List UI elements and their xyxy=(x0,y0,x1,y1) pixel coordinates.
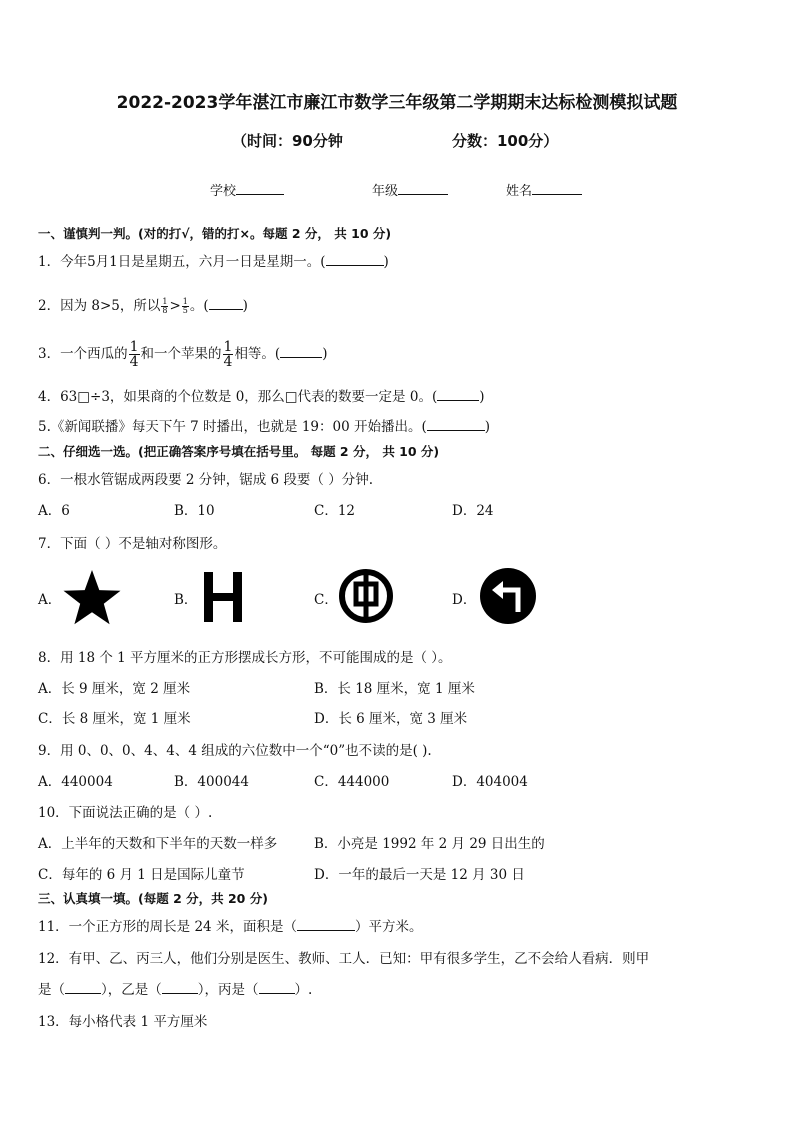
question-9-option-d[interactable]: D．404004 xyxy=(452,774,528,790)
question-10-option-d[interactable]: D．一年的最后一天是 12 月 30 日 xyxy=(314,867,525,883)
question-3-close: ) xyxy=(322,346,328,362)
question-9-option-c[interactable]: C．444000 xyxy=(314,774,390,790)
question-7-option-c[interactable]: C． xyxy=(314,592,338,608)
letter-h-icon xyxy=(200,570,246,624)
star-icon xyxy=(60,568,124,628)
question-3-answer[interactable] xyxy=(280,345,322,358)
question-12-line-2 xyxy=(38,978,312,998)
question-3-pre: 3．一个西瓜的 xyxy=(38,346,128,362)
question-10-option-a[interactable]: A．上半年的天数和下半年的天数一样多 xyxy=(38,836,278,852)
section-2-heading: 二、仔细选一选。(把正确答案序号填在括号里。 每题 2 分， 共 10 分) xyxy=(38,444,440,459)
school-field xyxy=(210,180,284,199)
question-8: 8．用 18 个 1 平方厘米的正方形摆成长方形，不可能围成的是（ ）。 xyxy=(38,650,452,666)
fraction-one-fifth: $\frac{1}{5}$ xyxy=(182,297,188,315)
question-12-text-b: ），乙是（ xyxy=(101,982,162,998)
question-2-post: 。( xyxy=(189,298,209,314)
question-6: 6．一根水管锯成两段要 2 分钟，锯成 6 段要（ ）分钟. xyxy=(38,472,374,488)
question-1 xyxy=(38,250,389,270)
question-12-text-a: 是（ xyxy=(38,982,65,998)
name-blank[interactable] xyxy=(532,182,582,195)
question-8-option-c[interactable]: C．长 8 厘米，宽 1 厘米 xyxy=(38,711,191,727)
question-7-option-d[interactable]: D． xyxy=(452,592,477,608)
question-8-option-a[interactable]: A．长 9 厘米，宽 2 厘米 xyxy=(38,681,191,697)
section-1-heading: 一、谨慎判一判。(对的打√，错的打×。每题 2 分， 共 10 分) xyxy=(38,226,392,241)
question-4-close: ) xyxy=(479,389,485,405)
fraction-one-eighth: $\frac{1}{8}$ xyxy=(162,297,168,315)
question-6-option-b[interactable]: B．10 xyxy=(174,503,215,519)
question-5 xyxy=(38,415,490,435)
question-11-pre: 11．一个正方形的周长是 24 米，面积是（ xyxy=(38,919,297,935)
question-7-option-b[interactable]: B． xyxy=(174,592,198,608)
grade-blank[interactable] xyxy=(398,182,448,195)
grade-label: 年级 xyxy=(372,184,399,199)
question-4-answer[interactable] xyxy=(437,388,479,401)
question-3 xyxy=(38,340,328,369)
bank-logo-icon xyxy=(338,568,394,624)
question-1-answer[interactable] xyxy=(326,253,384,266)
question-3-post: 相等。( xyxy=(234,346,281,362)
question-10: 10．下面说法正确的是（ ）. xyxy=(38,805,213,821)
name-field xyxy=(506,180,582,199)
total-score: 分数：100分） xyxy=(452,132,559,150)
question-8-option-b[interactable]: B．长 18 厘米，宽 1 厘米 xyxy=(314,681,475,697)
question-2 xyxy=(38,294,248,315)
question-5-answer[interactable] xyxy=(427,418,485,431)
question-12-text-c: ），丙是（ xyxy=(197,982,259,998)
question-10-option-c[interactable]: C．每年的 6 月 1 日是国际儿童节 xyxy=(38,867,245,883)
question-4 xyxy=(38,385,485,405)
school-blank[interactable] xyxy=(236,182,284,195)
question-4-text: 4．63□÷3，如果商的个位数是 0，那么□代表的数要一定是 0。( xyxy=(38,389,438,405)
fraction-one-quarter-b: $\frac{1}{4}$ xyxy=(223,339,233,370)
question-5-text: 5.《新闻联播》每天下午 7 时播出，也就是 19：00 开始播出。( xyxy=(38,419,427,435)
question-13: 13．每小格代表 1 平方厘米 xyxy=(38,1014,208,1030)
question-10-option-b[interactable]: B．小亮是 1992 年 2 月 29 日出生的 xyxy=(314,836,545,852)
question-9-option-b[interactable]: B．400044 xyxy=(174,774,249,790)
question-6-option-a[interactable]: A．6 xyxy=(38,503,70,519)
page-title: 2022-2023学年湛江市廉江市数学三年级第二学期期末达标检测模拟试题 xyxy=(116,93,678,113)
question-9-option-a[interactable]: A．440004 xyxy=(38,774,113,790)
question-12-answer-yi[interactable] xyxy=(162,981,198,994)
grade-field xyxy=(372,180,448,199)
question-2-compare: > xyxy=(169,298,181,314)
question-1-text: 1．今年5月1日是星期五，六月一日是星期一。( xyxy=(38,254,326,270)
left-turn-sign-icon xyxy=(478,566,538,626)
question-2-answer[interactable] xyxy=(209,297,243,310)
question-11-answer[interactable] xyxy=(297,918,355,931)
question-2-pre: 2．因为 8>5，所以 xyxy=(38,298,161,314)
question-11-post: ）平方米。 xyxy=(354,919,423,935)
question-5-close: ) xyxy=(484,419,491,435)
question-2-close: ) xyxy=(242,298,248,314)
question-7: 7．下面（ ）不是轴对称图形。 xyxy=(38,536,227,552)
question-6-option-c[interactable]: C．12 xyxy=(314,503,356,519)
question-12-line-1: 12．有甲、乙、丙三人，他们分别是医生、教师、工人．已知：甲有很多学生，乙不会给人看病．则甲 xyxy=(38,951,650,967)
question-12-answer-bing[interactable] xyxy=(259,981,295,994)
question-6-option-d[interactable]: D．24 xyxy=(452,503,494,519)
school-label: 学校 xyxy=(210,184,237,199)
question-1-close: ) xyxy=(383,254,389,270)
name-label: 姓名 xyxy=(506,184,533,199)
question-8-option-d[interactable]: D．长 6 厘米，宽 3 厘米 xyxy=(314,711,468,727)
question-12-text-d: ）. xyxy=(294,982,313,998)
question-3-mid: 和一个苹果的 xyxy=(140,346,222,362)
question-9: 9．用 0、0、0、4、4、4 组成的六位数中一个“0”也不读的是( ). xyxy=(38,743,432,759)
section-3-heading: 三、认真填一填。(每题 2 分，共 20 分) xyxy=(38,891,268,906)
question-12-answer-jia[interactable] xyxy=(65,981,101,994)
fraction-one-quarter-a: $\frac{1}{4}$ xyxy=(129,339,139,370)
question-7-option-a[interactable]: A． xyxy=(38,592,62,608)
question-11 xyxy=(38,915,422,935)
time-limit: （时间：90分钟 xyxy=(232,132,343,150)
